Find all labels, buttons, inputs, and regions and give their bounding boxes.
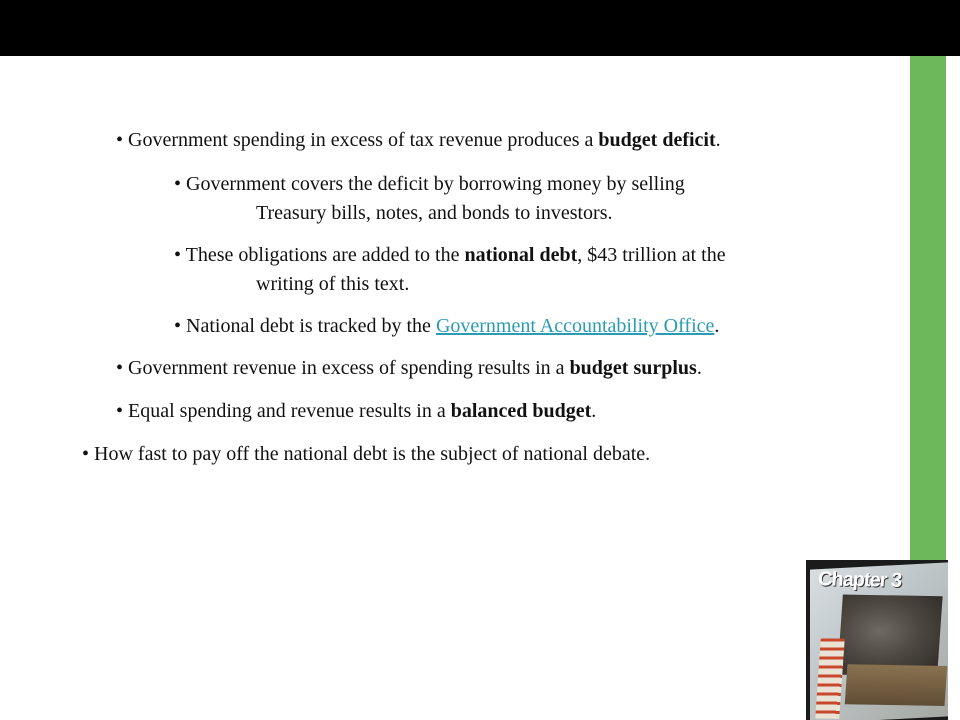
bullet-balanced-budget: • Equal spending and revenue results in a balanced budget. [116,400,597,422]
bullet-national-debate: • How fast to pay off the national debt is the subject of national debate. [82,443,651,465]
term-national-debt: national debt [464,244,578,266]
bullet-budget-surplus: • Government revenue in excess of spending results in a budget surplus. [116,357,702,379]
term-balanced-budget: balanced budget [450,400,592,422]
gao-link[interactable]: Government Accountability Office [435,315,715,337]
cover-photo-table [845,664,948,706]
bullet-borrowing: • Government covers the deficit by borrowing money by selling Treasury bills, notes, and bonds to investors. [174,173,685,224]
cover-sidebar-list [815,638,845,719]
bullet-national-debt: • These obligations are added to the national debt, $43 trillion at the writing of this text. [174,244,726,295]
chapter-cover-thumbnail [806,560,948,720]
green-accent-stripe [910,56,946,560]
bullet-budget-deficit: • Government spending in excess of tax revenue produces a budget deficit. [116,129,721,151]
bullet-gao: • National debt is tracked by the Government Accountability Office. [174,315,720,337]
cover-page [810,562,948,720]
term-budget-deficit: budget deficit [598,129,716,151]
term-budget-surplus: budget surplus [569,357,697,379]
cover-title: Chapter 3 [817,568,902,592]
